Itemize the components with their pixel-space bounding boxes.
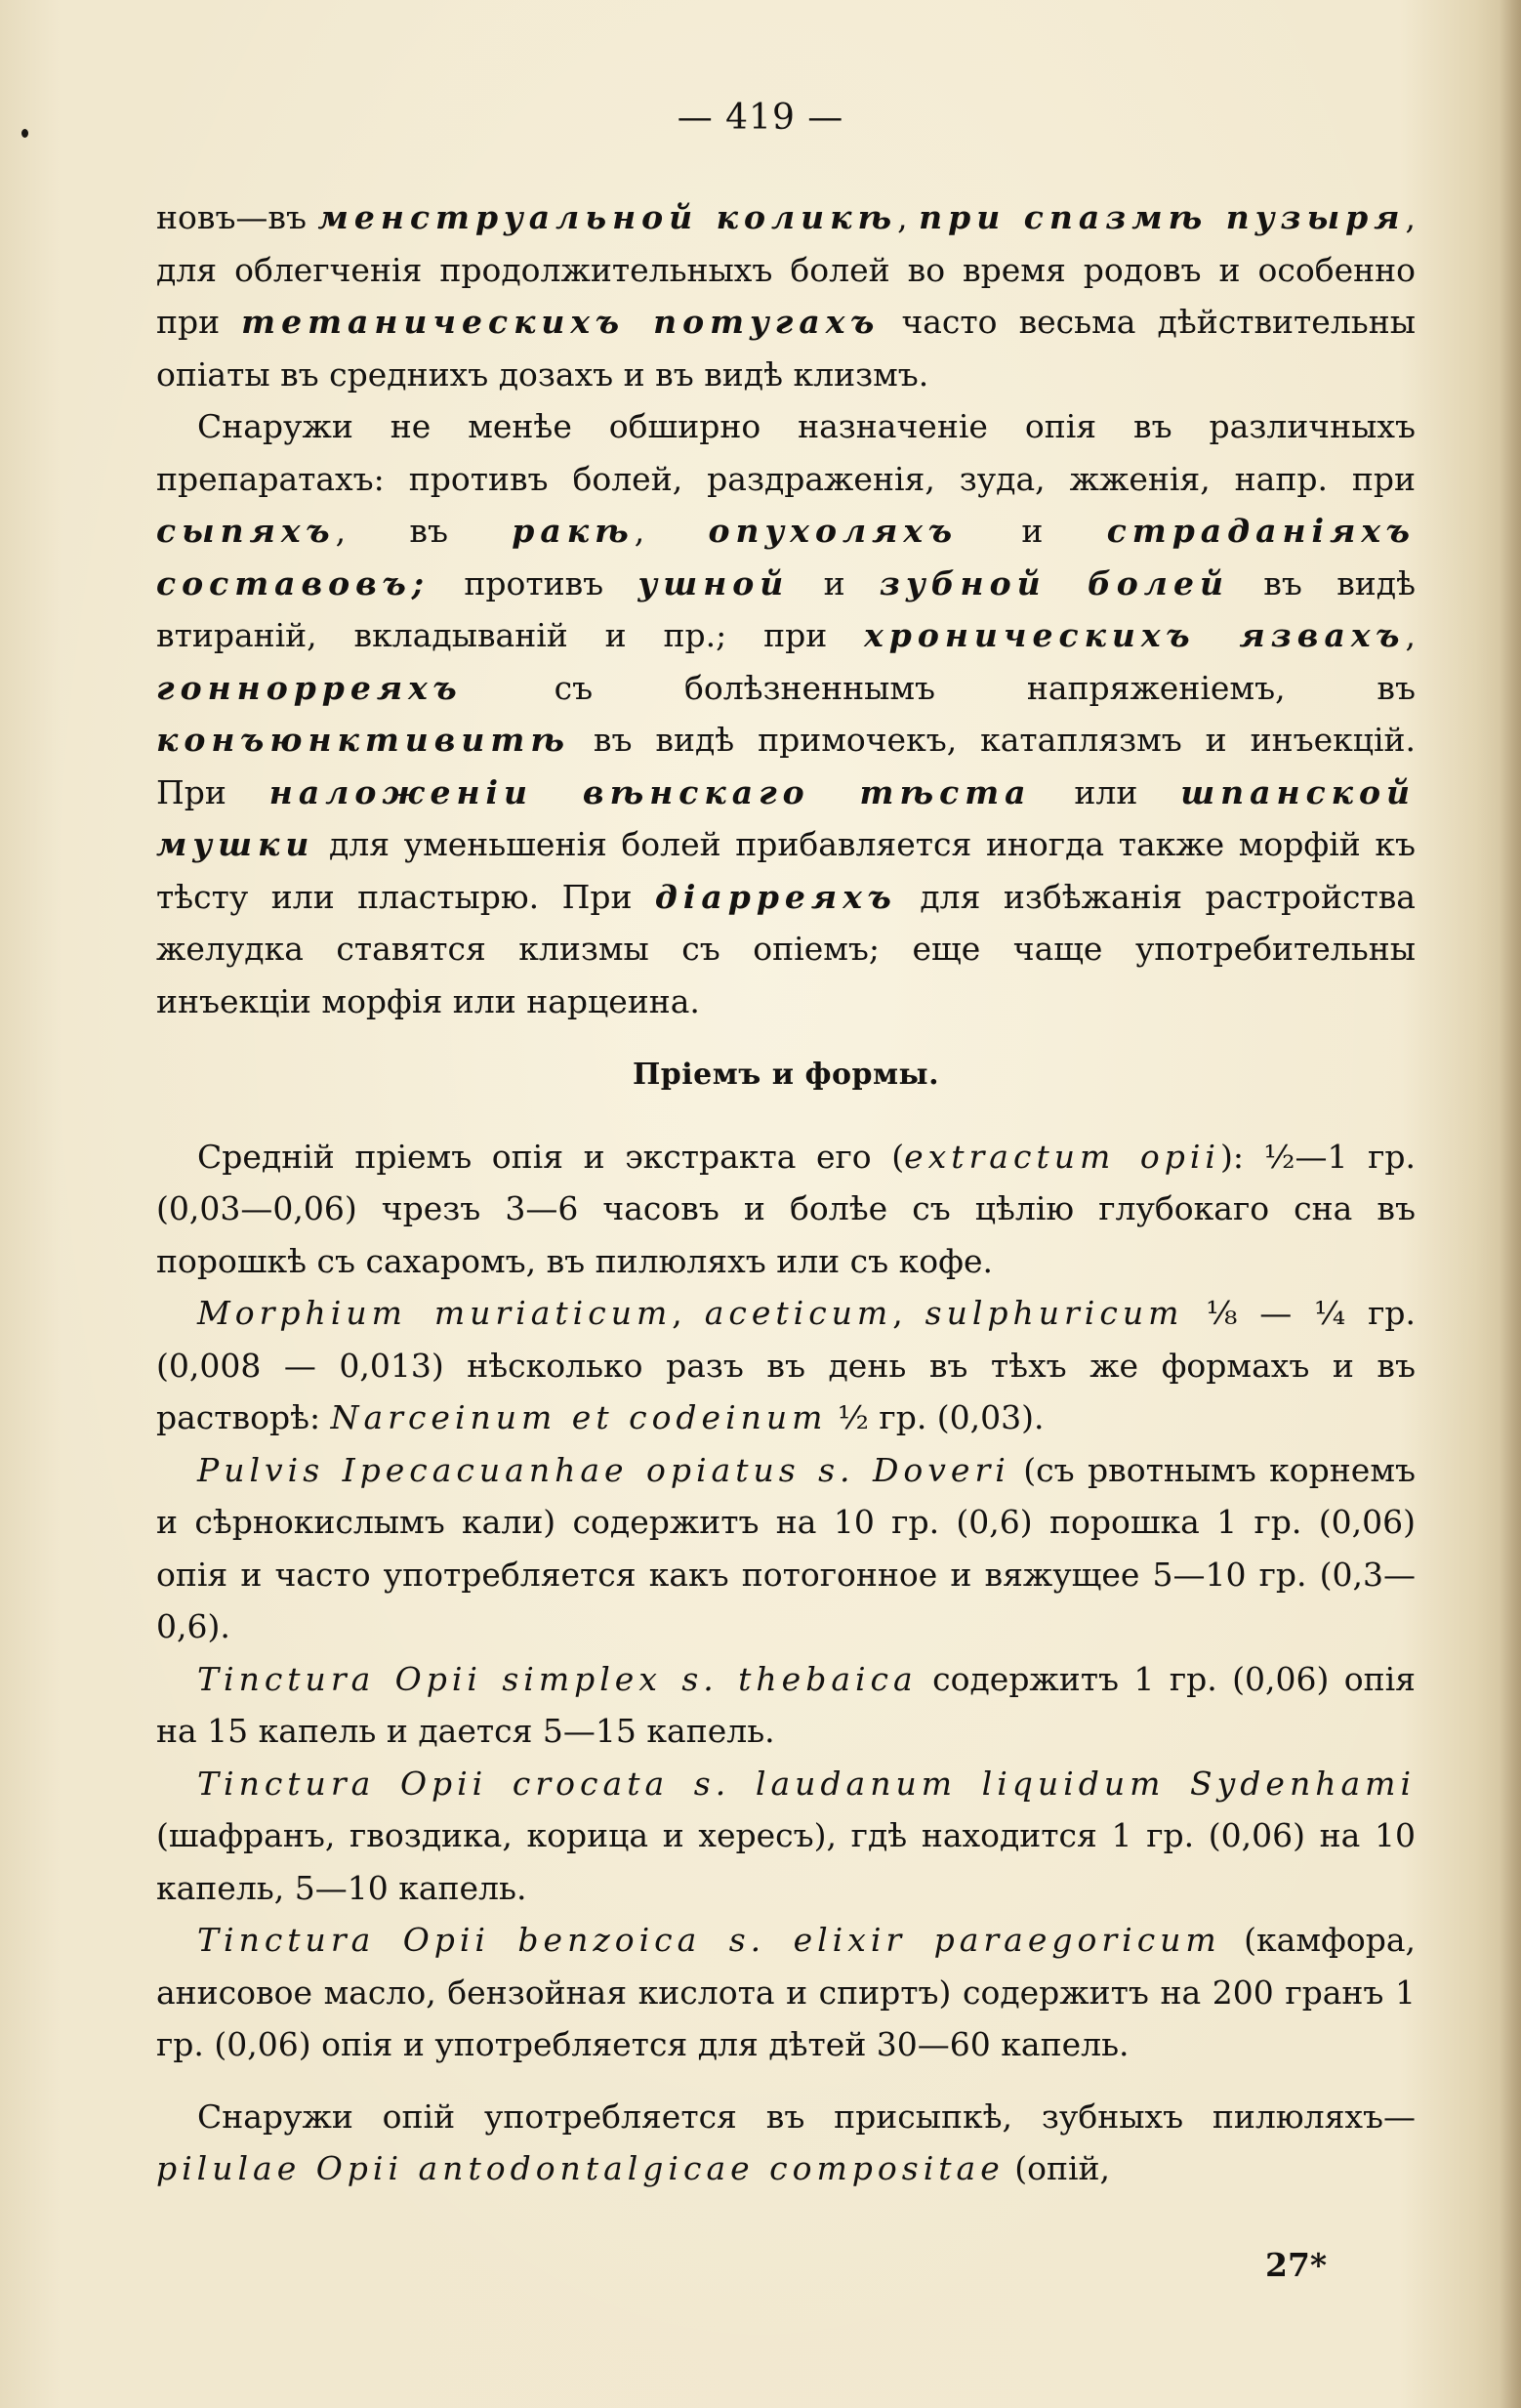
paragraph-tinctura-simplex: [156, 1653, 1416, 1758]
latin-term: Morphium muriaticum: [197, 1294, 673, 1332]
emphasis: хроническихъ язвахъ: [864, 616, 1406, 654]
emphasis: при спазмѣ пузыря: [919, 198, 1406, 236]
text-run: для уменьшенія болей прибавляется иногда также морфій къ тѣсту или пластырю. При: [156, 825, 1416, 916]
latin-term: Pulvis Ipecacuanhae opiatus s. Doveri: [197, 1450, 1010, 1489]
latin-term: sulphuricum: [925, 1294, 1184, 1332]
text-run: (опій,: [1004, 2149, 1111, 2187]
latin-term: aceticum: [704, 1294, 893, 1332]
text-run: противъ: [430, 563, 638, 602]
text-run: или: [1031, 772, 1181, 811]
emphasis: гоннорреяхъ: [156, 668, 463, 707]
text-run: для избѣжанія растройства желудка ставятся клизмы съ опіемъ; еще чаще употребительны инъекціи морфія или нарцеина.: [156, 877, 1416, 1020]
emphasis: шпанской мушки: [156, 772, 1416, 863]
text-run: ,: [1405, 616, 1417, 654]
text-run: , для облегченія продолжительныхъ болей во время родовъ и особенно при: [156, 198, 1416, 341]
latin-term: Tinctura Opii benzoica s. elixir paraegoricum: [197, 1921, 1221, 1959]
text-run: Среднiй пріемъ опія и экстракта его (: [197, 1137, 905, 1176]
text-run: въ видѣ примочекъ, катаплязмъ и инъекцій. При: [156, 721, 1416, 811]
emphasis: менструальной коликѣ: [317, 198, 898, 236]
text-run: ½ гр. (0,03).: [827, 1398, 1045, 1436]
text-run: ,: [897, 198, 920, 236]
text-run: ): ½—1 гр. (0,03—0,06) чрезъ 3—6 часовъ и болѣе съ цѣлію глубокаго сна въ порошкѣ съ сахаромъ, въ пилюляхъ или съ кофе.: [156, 1137, 1416, 1280]
signature-mark: 27*: [1265, 2246, 1328, 2284]
text-run: ,: [672, 1294, 705, 1332]
paragraph-external-use: [156, 400, 1416, 1027]
emphasis: діарреяхъ: [654, 877, 897, 916]
text-run: Снаружи опій употребляется въ присыпкѣ, зубныхъ пилюляхъ—: [197, 2097, 1416, 2136]
text-run: новъ—въ: [156, 198, 318, 236]
text-run: ,: [892, 1294, 925, 1332]
latin-term: pilulae Opii antodontalgicae compositae: [156, 2149, 1005, 2187]
text-run: часто весьма дѣйствительны опіаты въ среднихъ дозахъ и въ видѣ клизмъ.: [156, 303, 1417, 394]
emphasis: сыпяхъ: [156, 512, 336, 550]
emphasis: зубной болей: [879, 563, 1229, 602]
text-run: (съ рвотнымъ корнемъ и сѣрнокислымъ кали) содержитъ на 10 гр. (0,6) порошка 1 гр. (0,06) опія и часто употребляется какъ потогонное и вяжущее 5—10 гр. (0,3—0,6).: [156, 1450, 1416, 1645]
latin-term: Tinctura Opii simplex s. thebaica: [197, 1659, 918, 1698]
latin-term: Narceinum et codeinum: [330, 1398, 828, 1436]
body-text: [156, 191, 1416, 2195]
text-run: (камфора, анисовое масло, бензойная кислота и спиртъ) содержитъ на 200 гранъ 1 гр. (0,06) опія и употребляется для дѣтей 30—60 капель.: [156, 1921, 1416, 2063]
text-run: , въ: [335, 512, 513, 550]
text-run: содержитъ 1 гр. (0,06) опія на 15 капель и дается 5—15 капель.: [156, 1659, 1416, 1750]
text-run: ⅛ — ¼ гр. (0,008 — 0,013) нѣсколько разъ въ день въ тѣхъ же формахъ и въ растворѣ:: [156, 1294, 1417, 1436]
text-run: въ видѣ втираній, вкладываній и пр.; при: [156, 563, 1416, 654]
text-run: съ болѣзненнымъ напряженіемъ, въ: [462, 668, 1416, 707]
emphasis: наложеніи вѣнскаго тѣста: [268, 772, 1032, 811]
text-run: и: [789, 563, 880, 602]
page-number: — 419 —: [677, 98, 844, 138]
emphasis: ушной: [637, 563, 790, 602]
emphasis: тетаническихъ потугахъ: [241, 303, 881, 341]
emphasis: страданіяхъ составовъ;: [156, 512, 1417, 602]
emphasis: конъюнктивитѣ: [156, 721, 570, 759]
page-edge-shadow: [1500, 0, 1521, 2408]
paragraph-pulvis-doveri: [156, 1444, 1416, 1653]
emphasis: ракѣ: [512, 512, 635, 550]
latin-term: Tinctura Opii crocata s. laudanum liquidum Sydenhami: [197, 1764, 1416, 1803]
emphasis: опухоляхъ: [708, 512, 959, 550]
text-run: и: [958, 512, 1107, 550]
paragraph-morphium: [156, 1287, 1416, 1444]
latin-term: extractum opii: [904, 1137, 1220, 1176]
paragraph-external-pills: [156, 2091, 1416, 2195]
paragraph-tinctura-crocata: [156, 1758, 1416, 1915]
paragraph-continued: [156, 191, 1416, 400]
section-heading: Пріемъ и формы.: [632, 1058, 940, 1092]
text-run: (шафранъ, гвоздика, корица и хересъ), гдѣ находится 1 гр. (0,06) на 10 капель, 5—10 капель.: [156, 1816, 1416, 1907]
paragraph-tinctura-benzoica: [156, 1914, 1416, 2071]
text-run: ,: [634, 512, 709, 550]
text-run: Снаружи не менѣе обширно назначеніе опія въ различныхъ препаратахъ: противъ болей, раздраженія, зуда, жженія, напр. при: [156, 407, 1416, 498]
paragraph-dose: [156, 1131, 1416, 1288]
